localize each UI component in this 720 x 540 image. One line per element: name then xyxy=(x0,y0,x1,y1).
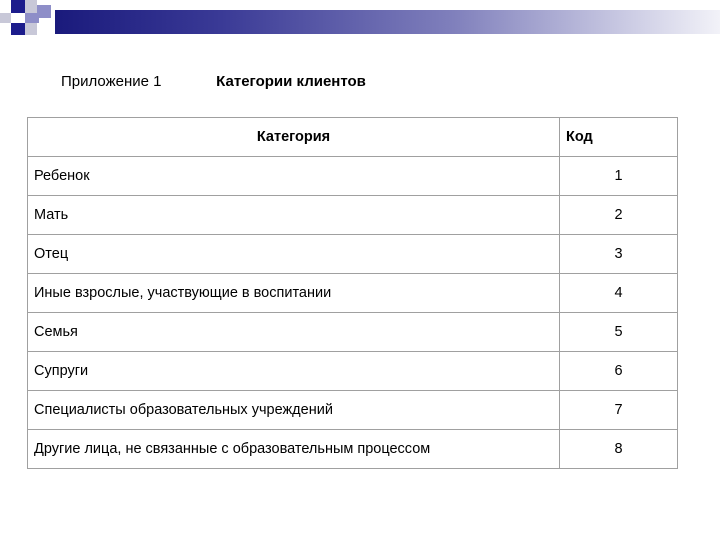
code-cell: 6 xyxy=(560,352,678,391)
code-cell: 7 xyxy=(560,391,678,430)
code-cell: 1 xyxy=(560,157,678,196)
table-row xyxy=(28,196,678,235)
appendix-label: Приложение 1 xyxy=(61,73,162,90)
code-cell: 8 xyxy=(560,430,678,469)
category-cell: Другие лица, не связанные с образовательным процессом xyxy=(28,430,560,469)
code-cell: 3 xyxy=(560,235,678,274)
table-row xyxy=(28,430,678,469)
decor-square xyxy=(11,23,25,35)
table-row xyxy=(28,391,678,430)
header-category: Категория xyxy=(28,118,560,157)
category-cell: Отец xyxy=(28,235,560,274)
category-cell: Ребенок xyxy=(28,157,560,196)
table-row xyxy=(28,157,678,196)
code-cell: 2 xyxy=(560,196,678,235)
decor-square xyxy=(11,0,25,13)
header-gradient-bar xyxy=(55,10,720,34)
category-cell: Супруги xyxy=(28,352,560,391)
decor-square xyxy=(11,13,25,23)
table-header-row xyxy=(28,118,678,157)
category-cell: Иные взрослые, участвующие в воспитании xyxy=(28,274,560,313)
code-cell: 5 xyxy=(560,313,678,352)
category-cell: Семья xyxy=(28,313,560,352)
category-cell: Мать xyxy=(28,196,560,235)
page-title: Категории клиентов xyxy=(216,73,366,90)
category-cell: Специалисты образовательных учреждений xyxy=(28,391,560,430)
table-row xyxy=(28,274,678,313)
table-row xyxy=(28,352,678,391)
header-code: Код xyxy=(560,118,678,157)
client-categories-table xyxy=(27,117,678,469)
decor-square xyxy=(25,23,37,35)
table-row xyxy=(28,313,678,352)
decor-square xyxy=(0,13,11,23)
decor-square xyxy=(37,5,51,18)
decor-square xyxy=(25,0,37,13)
table-row xyxy=(28,235,678,274)
code-cell: 4 xyxy=(560,274,678,313)
slide-caption xyxy=(61,73,366,90)
